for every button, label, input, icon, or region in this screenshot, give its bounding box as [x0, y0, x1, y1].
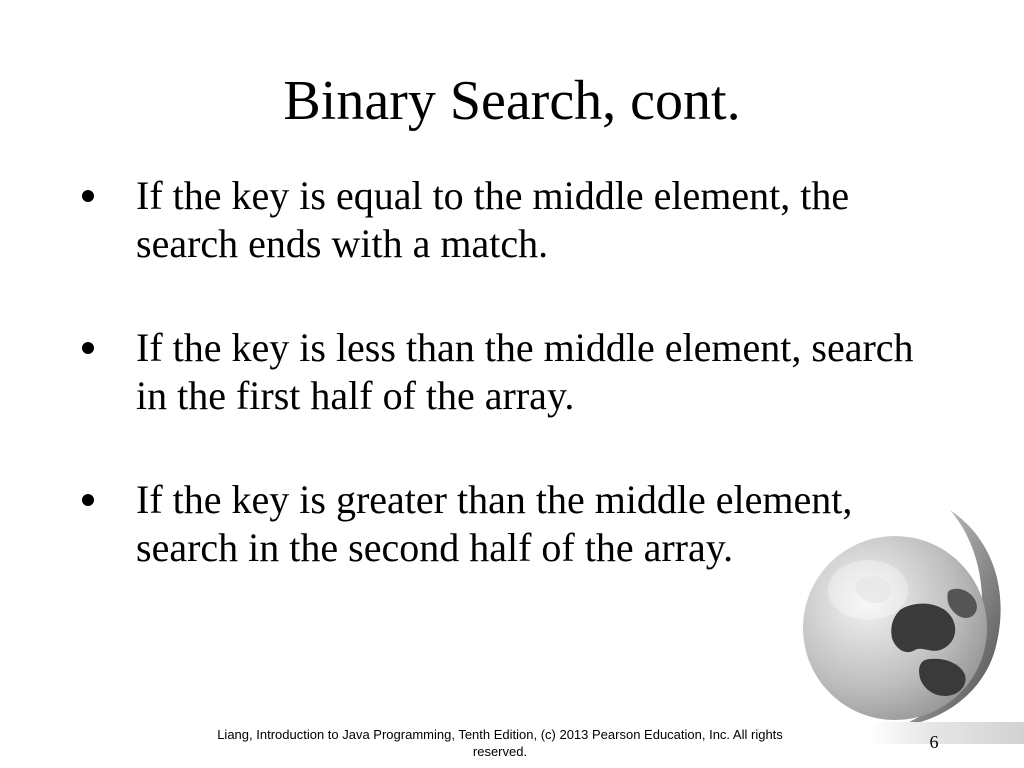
bullet-item	[80, 324, 920, 420]
bullet-text: If the key is greater than the middle element, search in the second half of the array.	[136, 477, 853, 570]
bullet-dot-icon	[82, 342, 94, 354]
bullet-text: If the key is equal to the middle element, the search ends with a match.	[136, 173, 850, 266]
slide-title: Binary Search, cont.	[283, 70, 741, 132]
bullet-item	[80, 172, 920, 268]
page-number: 6	[929, 732, 939, 752]
bullet-dot-icon	[82, 494, 94, 506]
bullet-dot-icon	[82, 190, 94, 202]
footer-copyright: Liang, Introduction to Java Programming, Tenth Edition, (c) 2013 Pearson Education, Inc. All rights reserved.	[217, 727, 783, 759]
globe-icon	[790, 500, 1024, 730]
bullet-text: If the key is less than the middle element, search in the first half of the array.	[136, 325, 914, 418]
footer-bar	[870, 722, 1024, 744]
